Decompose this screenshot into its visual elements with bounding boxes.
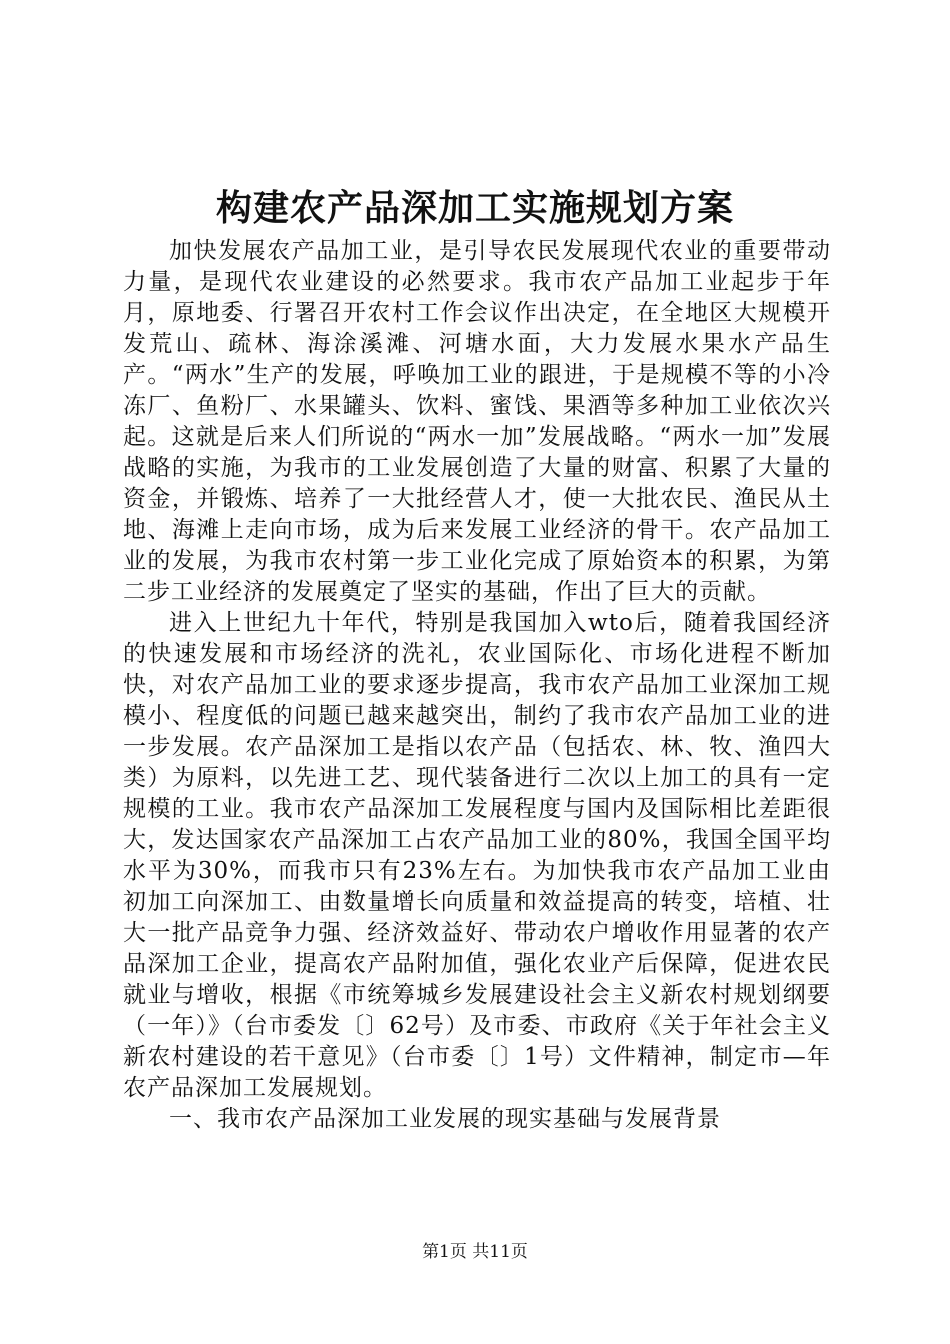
page-number-footer: 第1页 共11页 [422, 1242, 528, 1262]
document-title: 构建农产品深加工实施规划方案 [215, 187, 734, 229]
paragraph-2: 进入上世纪九十年代，特别是我国加入wto后，随着我国经济的快速发展和市场经济的洗礼，农业国际化、市场化进程不断加快，对农产品加工业的要求逐步提高，我市农产品加工业深加工规模小、程度低的问题已越来越突出，制约了我市农产品加工业的进一步发展。农产品深加工是指以农产品（包括农、林、牧、渔四大类）为原料，以先进工艺、现代装备进行二次以上加工的具有一定规模的工业。我市农产品深加工发展程度与国内及国际相比差距很大，发达国家农产品深加工占农产品加工业的80%，我国全国平均水平为30%，而我市只有23%左右。为加快我市农产品加工业由初加工向深加工、由数量增长向质量和效益提高的转变，培植、壮大一批产品竞争力强、经济效益好、带动农户增收作用显著的农产品深加工企业，提高农产品附加值，强化农业产后保障，促进农民就业与增收，根据《市统筹城乡发展建设社会主义新农村规划纲要（一年）》（台市委发〔〕62号）及市委、市政府《关于年社会主义新农村建设的若干意见》（台市委〔〕1号）文件精神，制定市—年农产品深加工发展规划。 [123, 610, 831, 1101]
paragraph-1: 加快发展农产品加工业，是引导农民发展现代农业的重要带动力量，是现代农业建设的必然要求。我市农产品加工业起步于年月，原地委、行署召开农村工作会议作出决定，在全地区大规模开发荒山、疏林、海涂溪滩、河塘水面，大力发展水果水产品生产。“两水”生产的发展，呼唤加工业的跟进，于是规模不等的小冷冻厂、鱼粉厂、水果罐头、饮料、蜜饯、果酒等多种加工业依次兴起。这就是后来人们所说的“两水一加”发展战略。“两水一加”发展战略的实施，为我市的工业发展创造了大量的财富、积累了大量的资金，并锻炼、培养了一大批经营人才，使一大批农民、渔民从土地、海滩上走向市场，成为后来发展工业经济的骨干。农产品加工业的发展，为我市农村第一步工业化完成了原始资本的积累，为第二步工业经济的发展奠定了坚实的基础，作出了巨大的贡献。 [123, 238, 831, 605]
document-body [123, 236, 831, 1135]
section-heading: 一、我市农产品深加工业发展的现实基础与发展背景 [169, 1106, 721, 1132]
